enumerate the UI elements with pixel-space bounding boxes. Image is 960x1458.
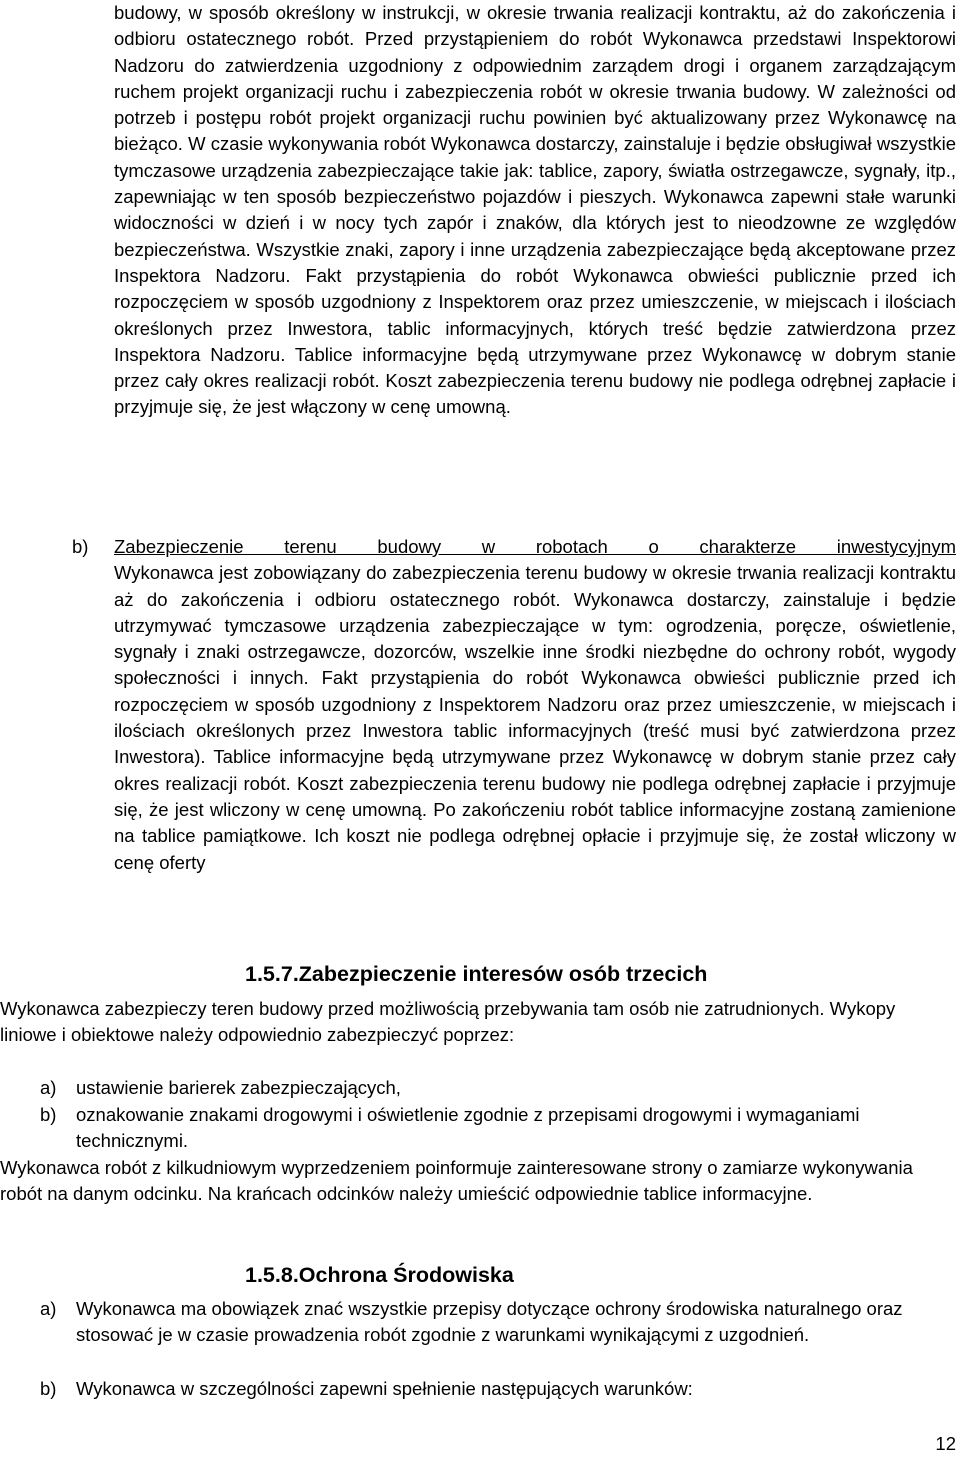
list-marker: b) (72, 536, 89, 557)
continuation-paragraph: budowy, w sposób określony w instrukcji, w okresie trwania realizacji kontraktu, aż do zakończenia i odbioru ostatecznego robót. Przed przystąpieniem do robót Wykonawca przedstawi Inspektorowi Nadzoru do zatwierdzenia uzgodniony z odpowiednim zarządem drogi i organem zarządzającym ruchem projekt organizacji ruchu i zabezpieczenia robót w okresie trwania budowy. W zależności od potrzeb i postępu robót projekt organizacji ruchu powinien być aktualizowany przez Wykonawcę na bieżąco. W czasie wykonywania robót Wykonawca dostarczy, zainstaluje i będzie obsługiwał wszystkie tymczasowe urządzenia zabezpieczające takie jak: tablice, zapory, światła ostrzegawcze, sygnały, itp., zapewniając w ten sposób bezpieczeństwo pojazdów i pieszych. Wykonawca zapewni stałe warunki widoczności w dzień i w nocy tych zapór i znaków, dla których jest to nieodzowne ze względów bezpieczeństwa. Wszystkie znaki, zapory i inne urządzenia zabezpieczające będą akceptowane przez Inspektora Nadzoru. Fakt przystąpienia do robót Wykonawca obwieści publicznie przed ich rozpoczęciem w sposób uzgodniony z Inspektorem oraz przez umieszczenie, w miejscach i ilościach określonych przez Inwestora, tablic informacyjnych, których treść będzie zatwierdzona przez Inspektora Nadzoru. Tablice informacyjne będą utrzymywane przez Wykonawcę w dobrym stanie przez cały okres realizacji robót. Koszt zabezpieczenia terenu budowy nie podlega odrębnej zapłacie i przyjmuje się, że jest włączony w cenę umowną. (114, 2, 956, 418)
list-marker: a) (40, 1077, 57, 1098)
list-item-title: Zabezpieczenie terenu budowy w robotach o charakterze inwestycyjnym (114, 536, 956, 557)
list-item-text: Wykonawca jest zobowiązany do zabezpieczenia terenu budowy w okresie trwania realizacji kontraktu aż do zakończenia i odbioru ostatecznego robót. Wykonawca dostarczy, zainstaluje i będzie utrzymywać tymczasowe urządzenia zabezpieczające w tym: ogrodzenia, poręcze, oświetlenie, sygnały i znaki ostrzegawcze, dozorców, wszelkie inne środki niezbędne do ochrony robót, wygody społeczności i innych. Fakt przystąpienia do robót Wykonawca obwieści publicznie przed ich rozpoczęciem w sposób uzgodniony z Inspektorem Nadzoru oraz przez umieszczenie, w miejscach i ilościach określonych przez Inwestora tablic informacyjnych (treść musi być zatwierdzona przez Inwestora). Tablice informacyjne będą utrzymywane przez Wykonawcę w dobrym stanie przez cały okres realizacji robót. Koszt zabezpieczenia terenu budowy nie podlega odrębnej zapłacie i przyjmuje się, że jest wliczony w cenę umowną. Po zakończeniu robót tablice informacyjne zostaną zamienione na tablice pamiątkowe. Ich koszt nie podlega odrębnej opłacie i przyjmuje się, że został wliczony w cenę oferty (114, 562, 956, 873)
list-item-text: ustawienie barierek zabezpieczających, (76, 1077, 401, 1098)
list-item-body (114, 534, 956, 876)
list-item-text: Wykonawca ma obowiązek znać wszystkie przepisy dotyczące ochrony środowiska naturalnego oraz stosować je w czasie prowadzenia robót zgodnie z warunkami wynikającymi z uzgodnień. (76, 1298, 903, 1346)
list-item-text: Wykonawca w szczególności zapewni spełnienie następujących warunków: (76, 1378, 693, 1399)
section-heading-1-5-8: 1.5.8.Ochrona Środowiska (245, 1263, 514, 1287)
list-marker: b) (40, 1378, 57, 1399)
section-heading-1-5-7: 1.5.7.Zabezpieczenie interesów osób trzecich (245, 962, 708, 986)
list-item-text: oznakowanie znakami drogowymi i oświetlenie zgodnie z przepisami drogowymi i wymaganiami technicznymi. (76, 1104, 860, 1152)
section-157-intro: Wykonawca zabezpieczy teren budowy przed możliwością przebywania tam osób nie zatrudnionych. Wykopy liniowe i obiektowe należy odpowiednio zabezpieczyć poprzez: (0, 998, 896, 1046)
list-marker: b) (40, 1104, 57, 1125)
list-marker: a) (40, 1298, 57, 1319)
page-number: 12 (935, 1433, 956, 1454)
section-157-outro: Wykonawca robót z kilkudniowym wyprzedzeniem poinformuje zainteresowane strony o zamiarze wykonywania robót na danym odcinku. Na krańcach odcinków należy umieścić odpowiednie tablice informacyjne. (0, 1157, 913, 1205)
